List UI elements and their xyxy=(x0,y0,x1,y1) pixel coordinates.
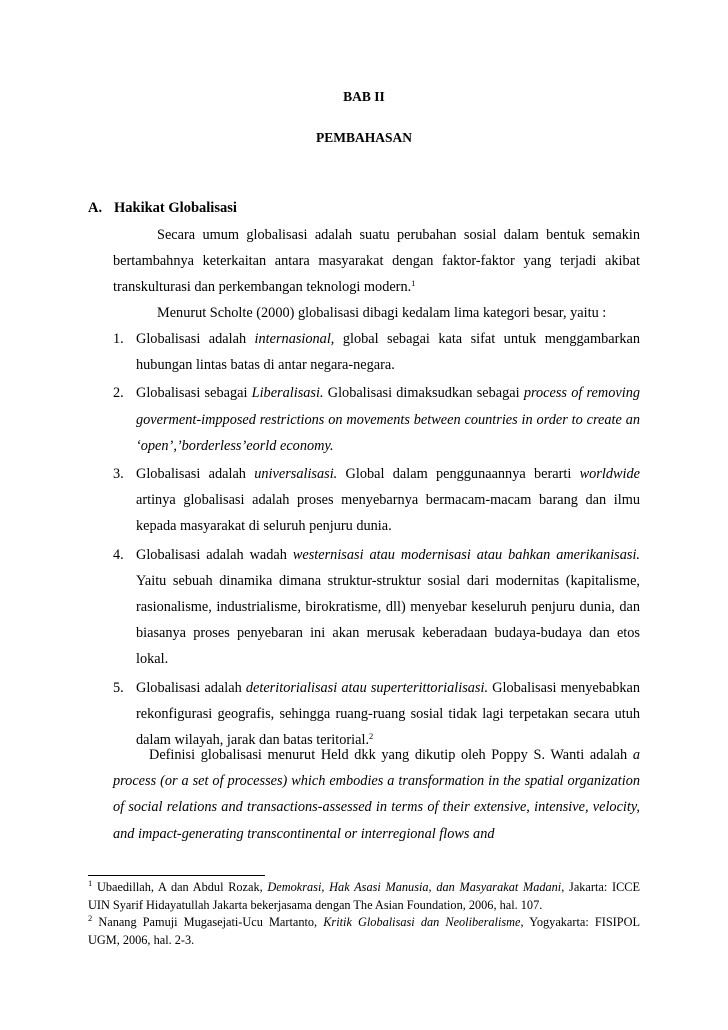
list-text: Globalisasi adalah xyxy=(136,331,255,347)
footnote-2 xyxy=(88,914,640,949)
held-paragraph xyxy=(113,742,640,847)
footnote-text: Ubaedillah, A dan Abdul Rozak, xyxy=(96,880,268,894)
held-text: Definisi globalisasi menurut Held dkk yang dikutip oleh Poppy S. Wanti adalah xyxy=(149,747,633,763)
list-text: Globalisasi adalah xyxy=(136,679,246,696)
footnote-text: , Yogyakarta: FISIPOL UGM, 2006, hal. 2-3. xyxy=(88,915,640,947)
list-item xyxy=(113,380,640,459)
section-letter: A. xyxy=(88,200,103,216)
list-text: Globalisasi adalah wadah xyxy=(136,546,293,563)
scholte-paragraph xyxy=(113,300,640,326)
held-quote: a process (or a set of processes) which embodies a transformation in the spatial organization of social relations and transactions-assessed in terms of their extensive, intensive, velocity, and impact-generating transcontinental or interregional flows and xyxy=(113,747,640,842)
list-text: Globalisasi menyebabkan rekonfigurasi geografis, sehingga ruang-ruang sosial tidak lagi terpetakan secara utuh dalam wilayah, jarak dan batas teritorial. xyxy=(136,679,640,749)
footnote-title: Demokrasi, Hak Asasi Manusia, dan Masyarakat Madani, xyxy=(267,880,565,894)
list-text: Global dalam penggunaannya berarti xyxy=(337,466,580,483)
footnote-divider xyxy=(88,875,265,876)
list-text: Globalisasi dimaksudkan sebagai xyxy=(323,385,524,402)
list-italic: worldwide xyxy=(579,466,640,483)
list-item xyxy=(113,542,640,673)
list-italic: process of removing goverment-impposed restrictions on movements between countries in order to create an ‘open’,’borderless’eorld economy. xyxy=(136,385,640,454)
list-text: artinya globalisasi adalah proses menyebarnya bermacam-macam barang dan ilmu kepada masyarakat di seluruh penjuru dunia. xyxy=(136,492,640,535)
chapter-title: PEMBAHASAN xyxy=(315,130,412,145)
chapter-heading: BAB II xyxy=(343,89,385,104)
category-list xyxy=(113,326,640,753)
footnote-text: Jakarta: ICCE UIN Syarif Hidayatullah Jakarta bekerjasama dengan The Asian Foundation, 2006, hal. 107. xyxy=(88,880,640,912)
list-italic: Liberalisasi. xyxy=(251,385,324,402)
intro-paragraph xyxy=(113,222,640,301)
footnote-number: 2 xyxy=(88,913,93,923)
footnote-ref-2: 2 xyxy=(369,731,374,742)
footnote-1 xyxy=(88,879,640,914)
list-item xyxy=(113,326,640,378)
list-italic: universalisasi. xyxy=(254,466,338,483)
list-number: 3. xyxy=(113,466,124,483)
intro-text: Secara umum globalisasi adalah suatu perubahan sosial dalam bentuk semakin bertambahnya keterkaitan antara masyarakat dengan faktor-faktor yang terjadi akibat transkulturasi dan perkembangan teknologi modern. xyxy=(113,227,640,296)
list-number: 2. xyxy=(113,385,124,402)
footnote-title: Kritik Globalisasi dan Neoliberalisme xyxy=(323,915,521,929)
list-number: 1. xyxy=(113,331,124,347)
list-italic: deteritorialisasi atau superterittorialisasi. xyxy=(245,679,489,696)
list-text: Yaitu sebuah dinamika dimana struktur-struktur sosial dari modernitas (kapitalisme, rasionalisme, industrialisme, birokratisme, dll) menyebar keseluruh penjuru dunia, dan biasanya proses penyebaran ini akan merusak keberadaan budaya-budaya dan etos lokal. xyxy=(136,572,640,668)
list-text: Globalisasi sebagai xyxy=(136,385,252,402)
list-number: 5. xyxy=(113,679,124,696)
list-number: 4. xyxy=(113,546,124,563)
list-italic: internasional, xyxy=(254,331,335,347)
list-italic: westernisasi atau modernisasi atau bahkan amerikanisasi. xyxy=(292,546,641,563)
list-item xyxy=(113,461,640,540)
section-title: Hakikat Globalisasi xyxy=(114,200,237,216)
list-text: Globalisasi adalah xyxy=(136,466,255,483)
footnote-ref-1: 1 xyxy=(411,278,416,289)
list-text: global sebagai kata sifat untuk menggambarkan hubungan lintas batas di antar negara-negara. xyxy=(136,331,640,374)
footnote-number: 1 xyxy=(88,878,93,888)
footnote-text: Nanang Pamuji Mugasejati-Ucu Martanto, xyxy=(98,915,324,929)
scholte-text: Menurut Scholte (2000) globalisasi dibagi kedalam lima kategori besar, yaitu : xyxy=(157,305,607,321)
section-heading xyxy=(88,200,237,217)
